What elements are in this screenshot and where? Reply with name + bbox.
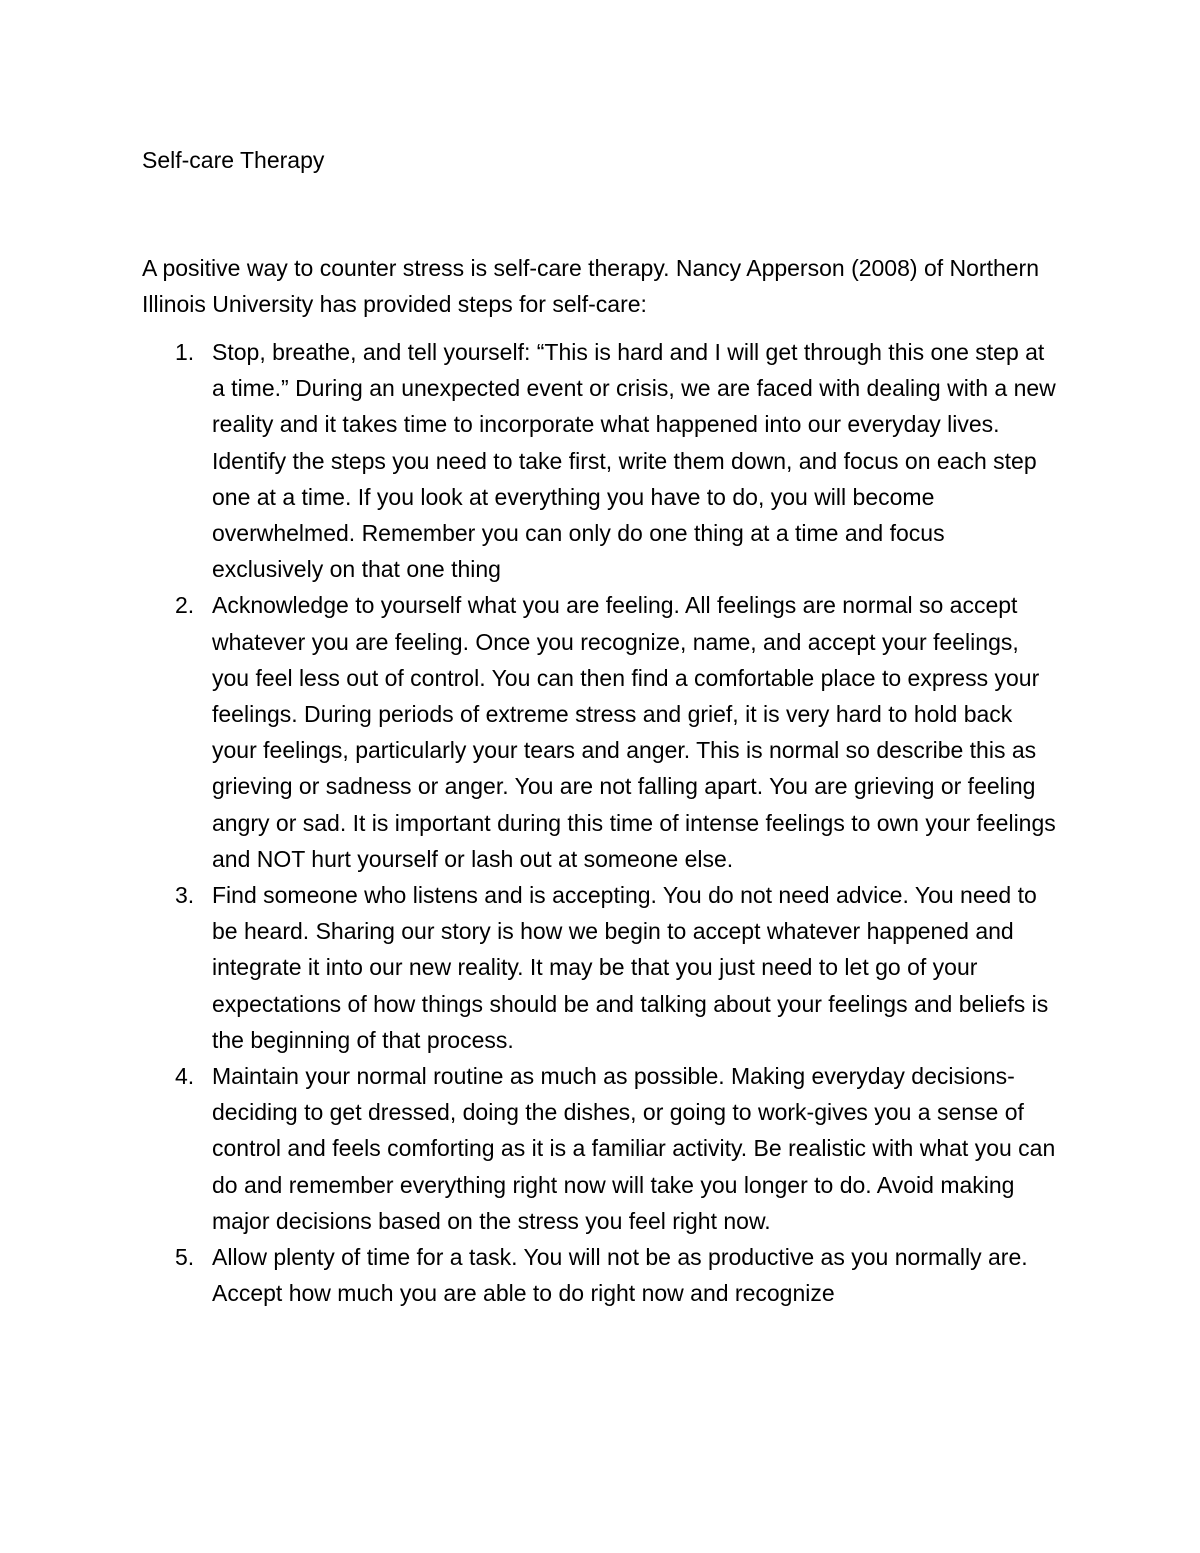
list-item-step-3 [175,877,1062,1058]
step-number: 1. [175,339,195,365]
step-text: Find someone who listens and is accepting. You do not need advice. You need to be heard. Sharing our story is how we begin to accept whatever happened and integrate it into our new reality. It may be that you just need to let go of your expectations of how things should be and talking about your feelings and beliefs is the beginning of that process. [212,882,1049,1053]
step-number: 2. [175,592,195,619]
step-text: Acknowledge to yourself what you are feeling. All feelings are normal so accept whatever you are feeling. Once you recognize, name, and accept your feelings, you feel less out of control. You can then find a comfortable place to express your feelings. During periods of extreme stress and grief, it is very hard to hold back your feelings, particularly your tears and anger. This is normal so describe this as grieving or sadness or anger. You are not falling apart. You are grieving or feeling angry or sad. It is important during this time of intense feelings to own your feelings and NOT hurt yourself or lash out at someone else. [212,592,1056,872]
list-item-step-2 [175,587,1062,877]
step-text: Maintain your normal routine as much as possible. Making everyday decisions-deciding to get dressed, doing the dishes, or going to work-gives you a sense of control and feels comforting as it is a familiar activity. Be realistic with what you can do and remember everything right now will take you longer to do. Avoid making major decisions based on the stress you feel right now. [212,1063,1056,1234]
step-number: 3. [175,882,195,909]
document-title: Self-care Therapy [142,147,325,173]
intro-paragraph: A positive way to counter stress is self-care therapy. Nancy Apperson (2008) of Northern Illinois University has provided steps for self-care: [142,255,1039,317]
list-item-step-5 [175,1239,1062,1311]
list-item-step-1 [175,334,1062,587]
step-number: 4. [175,1063,195,1090]
step-number: 5. [175,1244,195,1271]
list-item-step-4 [175,1058,1062,1239]
self-care-steps-list [175,334,1062,1311]
step-text: Stop, breathe, and tell yourself: “This is hard and I will get through this one step at a time.” During an unexpected event or crisis, we are faced with dealing with a new reality and it takes time to incorporate what happened into our everyday lives. Identify the steps you need to take first, write them down, and focus on each step one at a time. If you look at everything you have to do, you will become overwhelmed. Remember you can only do one thing at a time and focus exclusively on that one thing [212,339,1056,583]
step-text: Allow plenty of time for a task. You will not be as productive as you normally are. Accept how much you are able to do right now and recognize [212,1244,1028,1307]
